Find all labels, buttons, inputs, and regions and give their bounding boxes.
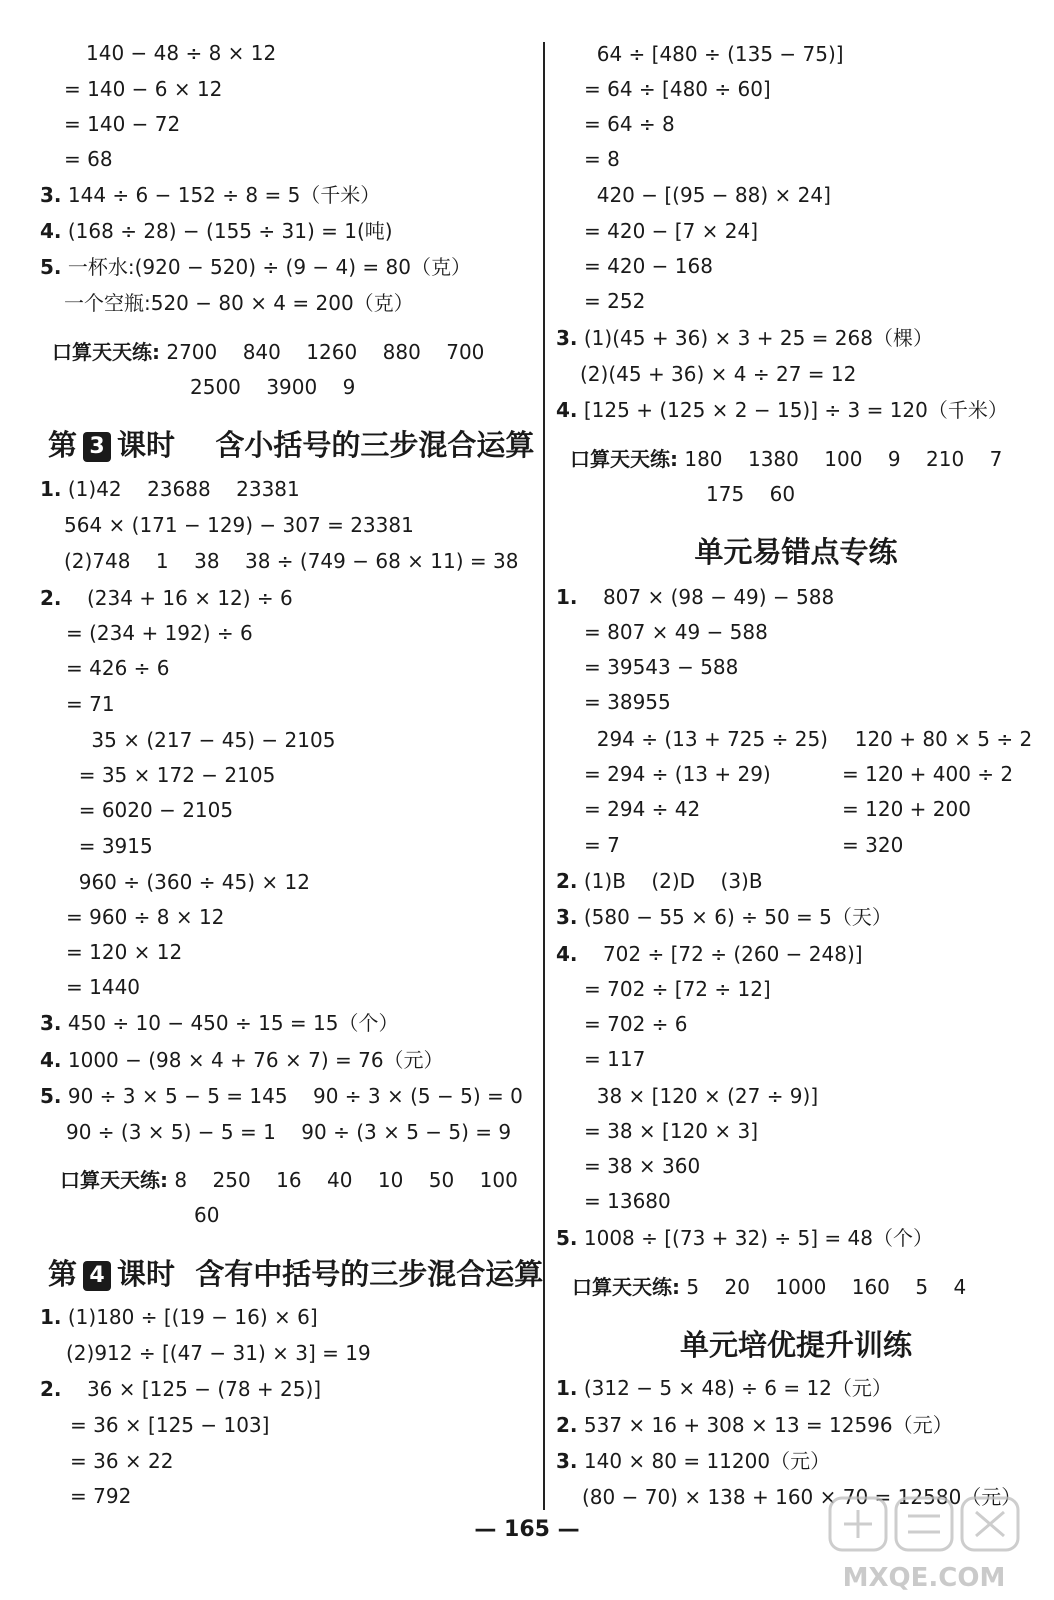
math-line: 2. 36 × [125 − (78 + 25)] [40,1377,322,1401]
math-line: 120 + 80 × 5 ÷ 2 [842,727,1033,751]
oral-practice: 口算天天练: 180 1380 100 9 210 7 [570,447,1003,471]
math-line: = 38 × 360 [584,1154,701,1178]
math-line: (2)912 ÷ [(47 − 31) × 3] = 19 [66,1341,371,1365]
math-line: (2)748 1 38 38 ÷ (749 − 68 × 11) = 38 [64,549,519,573]
question-5: 5. 一杯水:(920 − 520) ÷ (9 − 4) = 80（克） [40,255,471,279]
math-line: = 792 [70,1484,132,1508]
math-line: (80 − 70) × 138 + 160 × 70 = 12580（元） [582,1485,1022,1509]
watermark-logo-icon [804,1494,1044,1594]
question-1: 1. (312 − 5 × 48) ÷ 6 = 12（元） [556,1376,892,1400]
math-line: 960 ÷ (360 ÷ 45) × 12 [66,870,310,894]
math-line: 1. (1)180 ÷ [(19 − 16) × 6] [40,1305,318,1329]
math-line: = 68 [64,147,113,171]
question-5: 5. 1008 ÷ [(73 + 32) ÷ 5] = 48（个） [556,1226,933,1250]
math-line: = 38955 [584,690,671,714]
math-line: = 120 + 400 ÷ 2 [842,762,1014,786]
oral-practice-line: 175 60 [706,482,796,506]
math-line: = 6020 − 2105 [66,798,234,822]
math-line: 38 × [120 × (27 ÷ 9)] [584,1084,819,1108]
oral-practice-line: 2500 3900 9 [190,375,356,399]
math-line: = 35 × 172 − 2105 [66,763,276,787]
math-line: = 807 × 49 − 588 [584,620,768,644]
math-line: = 140 − 72 [64,112,181,136]
math-line: 294 ÷ (13 + 725 ÷ 25) [584,727,828,751]
math-line: = 71 [66,692,115,716]
lesson-number-badge: 4 [83,1261,111,1291]
math-line: = 64 ÷ 8 [584,112,675,136]
math-line: = 960 ÷ 8 × 12 [66,905,225,929]
math-line: = 420 − [7 × 24] [584,219,759,243]
math-line: 1. (1)42 23688 23381 [40,477,300,501]
watermark-text: MXQE.COM [842,1563,1006,1593]
math-line: = 294 ÷ 42 [584,797,701,821]
math-line: 1. 807 × (98 − 49) − 588 [556,585,835,609]
question-3: 3. 450 ÷ 10 − 450 ÷ 15 = 15（个） [40,1011,399,1035]
math-line: = 1440 [66,975,141,999]
lesson-number-badge: 3 [83,432,111,462]
question-4: 4. [125 + (125 × 2 − 15)] ÷ 3 = 120（千米） [556,398,1008,422]
math-line: 35 × (217 − 45) − 2105 [66,728,336,752]
oral-practice: 口算天天练: 2700 840 1260 880 700 [52,340,485,364]
math-line: = 702 ÷ [72 ÷ 12] [584,977,771,1001]
math-line: 2. (234 + 16 × 12) ÷ 6 [40,586,293,610]
question-4: 4. 702 ÷ [72 ÷ (260 − 248)] [556,942,863,966]
math-line: 64 ÷ [480 ÷ (135 − 75)] [584,42,844,66]
oral-practice-line: 60 [194,1203,220,1227]
oral-practice: 口算天天练: 5 20 1000 160 5 4 [572,1275,967,1299]
page-number: — 165 — [474,1517,580,1542]
math-line: = 36 × [125 − 103] [70,1413,270,1437]
lesson-3-title: 第 3 课时 含小括号的三步混合运算 [48,428,535,462]
question-5: 5. 90 ÷ 3 × 5 − 5 = 145 90 ÷ 3 × (5 − 5) = 0 [40,1084,523,1108]
math-line: = 120 × 12 [66,940,183,964]
question-4: 4. 1000 − (98 × 4 + 76 × 7) = 76（元） [40,1048,444,1072]
math-line: = 426 ÷ 6 [66,656,170,680]
math-line: = 38 × [120 × 3] [584,1119,759,1143]
math-line: = 39543 − 588 [584,655,739,679]
math-line: = 7 [584,833,620,857]
unit-errors-title: 单元易错点专练 [694,535,898,569]
math-line: = 294 ÷ (13 + 29) [584,762,771,786]
question-2: 2. (1)B (2)D (3)B [556,869,763,893]
math-line: 90 ÷ (3 × 5) − 5 = 1 90 ÷ (3 × 5 − 5) = 9 [66,1120,512,1144]
math-line: = 252 [584,289,646,313]
math-line: 140 − 48 ÷ 8 × 12 [86,41,277,65]
math-line: = 320 [842,833,904,857]
oral-practice: 口算天天练: 8 250 16 40 10 50 100 [60,1168,518,1192]
math-line: 420 − [(95 − 88) × 24] [584,183,831,207]
math-line: 一个空瓶:520 − 80 × 4 = 200（克） [64,291,414,315]
math-line: = 140 − 6 × 12 [64,77,223,101]
math-line: = 64 ÷ [480 ÷ 60] [584,77,771,101]
math-line: = 117 [584,1047,646,1071]
math-line: 564 × (171 − 129) − 307 = 23381 [64,513,414,537]
math-line: = (234 + 192) ÷ 6 [66,621,253,645]
question-3: 3. (1)(45 + 36) × 3 + 25 = 268（棵） [556,326,933,350]
math-line: = 702 ÷ 6 [584,1012,688,1036]
column-divider [543,42,545,1510]
math-line: = 36 × 22 [70,1449,174,1473]
question-3: 3. (580 − 55 × 6) ÷ 50 = 5（天） [556,905,892,929]
math-line: (2)(45 + 36) × 4 ÷ 27 = 12 [580,362,857,386]
math-line: = 420 − 168 [584,254,713,278]
unit-boost-title: 单元培优提升训练 [679,1328,912,1362]
math-line: = 3915 [66,834,153,858]
question-3: 3. 144 ÷ 6 − 152 ÷ 8 = 5（千米） [40,183,381,207]
lesson-4-title: 第 4 课时 含有中括号的三步混合运算 [48,1257,544,1291]
question-2: 2. 537 × 16 + 308 × 13 = 12596（元） [556,1413,953,1437]
question-4: 4. (168 ÷ 28) − (155 ÷ 31) = 1(吨) [40,219,393,243]
question-3: 3. 140 × 80 = 11200（元） [556,1449,831,1473]
math-line: = 120 + 200 [842,797,971,821]
math-line: = 13680 [584,1189,671,1213]
math-line: = 8 [584,147,620,171]
